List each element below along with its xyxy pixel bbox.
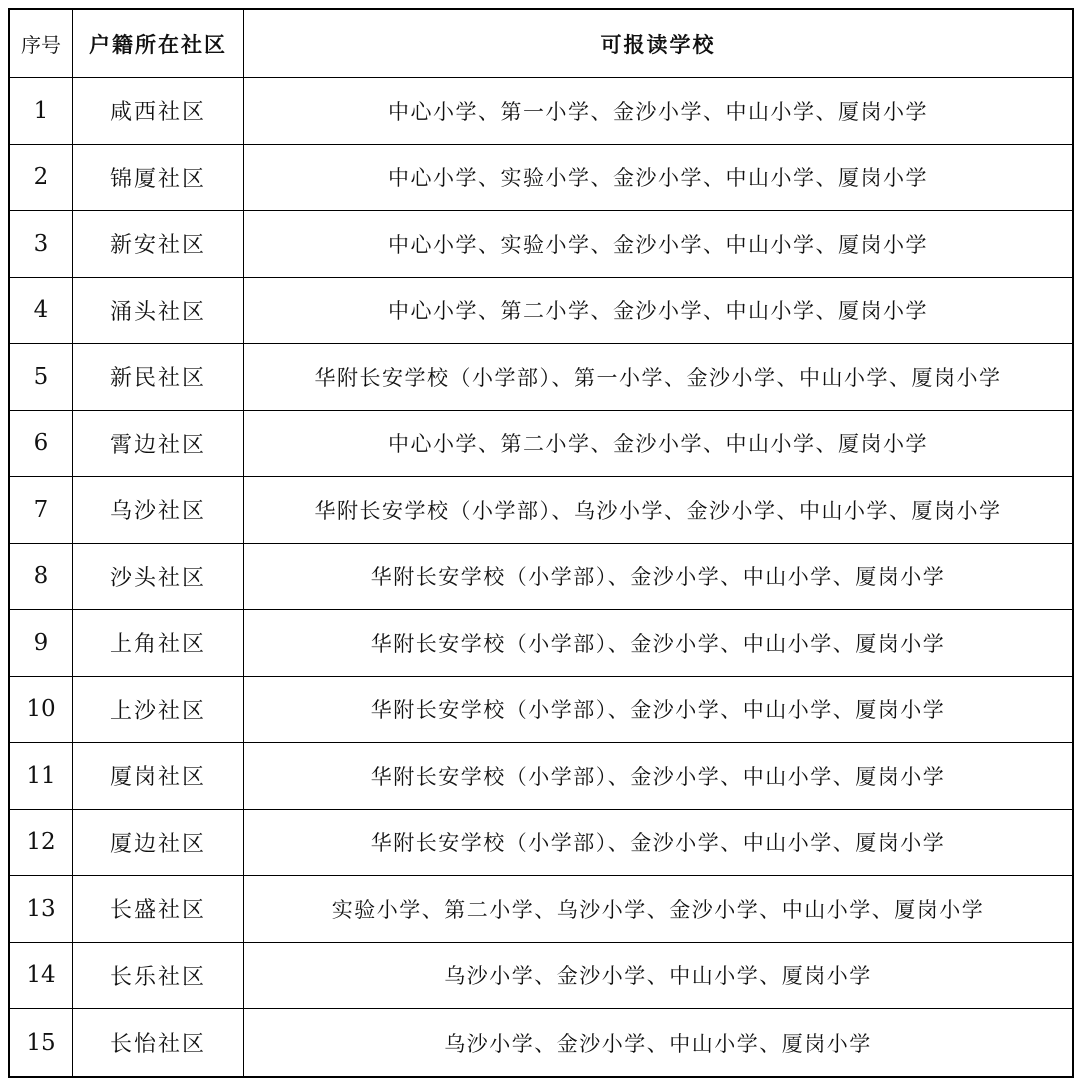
- row-serial-number: 6: [10, 411, 73, 477]
- row-schools: 华附长安学校（小学部）、金沙小学、中山小学、厦岗小学: [370, 831, 946, 856]
- table-row: [10, 211, 1072, 278]
- row-schools: 中心小学、实验小学、金沙小学、中山小学、厦岗小学: [388, 232, 928, 257]
- row-serial-number: 11: [10, 743, 73, 809]
- row-serial-number: 15: [10, 1009, 73, 1076]
- row-community: 厦边社区: [73, 810, 244, 876]
- table-row: [10, 810, 1072, 877]
- row-schools: 乌沙小学、金沙小学、中山小学、厦岗小学: [444, 964, 872, 989]
- row-serial-number: 9: [10, 610, 73, 676]
- row-serial-number: 7: [10, 477, 73, 543]
- row-schools: 实验小学、第二小学、乌沙小学、金沙小学、中山小学、厦岗小学: [331, 897, 985, 922]
- table-header-row: [10, 10, 1072, 78]
- row-serial-number: 5: [10, 344, 73, 410]
- header-serial-number: 序号: [10, 10, 73, 77]
- row-serial-number: 2: [10, 145, 73, 211]
- row-serial-number: 3: [10, 211, 73, 277]
- table-row: [10, 544, 1072, 611]
- table-row: [10, 943, 1072, 1010]
- table-row: [10, 78, 1072, 145]
- row-schools: 中心小学、第二小学、金沙小学、中山小学、厦岗小学: [388, 299, 928, 324]
- row-serial-number: 14: [10, 943, 73, 1009]
- row-community: 厦岗社区: [73, 743, 244, 809]
- row-serial-number: 13: [10, 876, 73, 942]
- table-row: [10, 344, 1072, 411]
- row-schools: 华附长安学校（小学部）、金沙小学、中山小学、厦岗小学: [370, 764, 946, 789]
- header-eligible-schools: 可报读学校: [600, 32, 716, 57]
- row-community: 长乐社区: [73, 943, 244, 1009]
- school-assignment-table: [8, 8, 1074, 1078]
- row-serial-number: 4: [10, 278, 73, 344]
- table-row: [10, 278, 1072, 345]
- row-community: 长怡社区: [73, 1009, 244, 1076]
- row-community: 长盛社区: [73, 876, 244, 942]
- row-serial-number: 1: [10, 78, 73, 144]
- row-schools: 中心小学、第一小学、金沙小学、中山小学、厦岗小学: [388, 99, 928, 124]
- row-schools: 华附长安学校（小学部）、金沙小学、中山小学、厦岗小学: [370, 631, 946, 656]
- table-row: [10, 1009, 1072, 1076]
- row-schools: 华附长安学校（小学部）、金沙小学、中山小学、厦岗小学: [370, 698, 946, 723]
- table-row: [10, 743, 1072, 810]
- table-row: [10, 145, 1072, 212]
- row-community: 沙头社区: [73, 544, 244, 610]
- row-serial-number: 10: [10, 677, 73, 743]
- table-row: [10, 876, 1072, 943]
- row-community: 锦厦社区: [73, 145, 244, 211]
- header-registered-community: 户籍所在社区: [73, 10, 244, 77]
- row-serial-number: 8: [10, 544, 73, 610]
- table-row: [10, 610, 1072, 677]
- table-row: [10, 477, 1072, 544]
- row-schools: 华附长安学校（小学部）、乌沙小学、金沙小学、中山小学、厦岗小学: [314, 498, 1002, 523]
- row-schools: 乌沙小学、金沙小学、中山小学、厦岗小学: [444, 1031, 872, 1056]
- row-community: 霄边社区: [73, 411, 244, 477]
- table-row: [10, 411, 1072, 478]
- row-schools: 中心小学、实验小学、金沙小学、中山小学、厦岗小学: [388, 166, 928, 191]
- row-schools: 中心小学、第二小学、金沙小学、中山小学、厦岗小学: [388, 432, 928, 457]
- row-schools: 华附长安学校（小学部）、第一小学、金沙小学、中山小学、厦岗小学: [314, 365, 1002, 390]
- row-serial-number: 12: [10, 810, 73, 876]
- row-community: 上角社区: [73, 610, 244, 676]
- row-community: 乌沙社区: [73, 477, 244, 543]
- row-community: 新民社区: [73, 344, 244, 410]
- row-community: 新安社区: [73, 211, 244, 277]
- row-community: 咸西社区: [73, 78, 244, 144]
- table-row: [10, 677, 1072, 744]
- row-community: 涌头社区: [73, 278, 244, 344]
- row-community: 上沙社区: [73, 677, 244, 743]
- row-schools: 华附长安学校（小学部）、金沙小学、中山小学、厦岗小学: [370, 565, 946, 590]
